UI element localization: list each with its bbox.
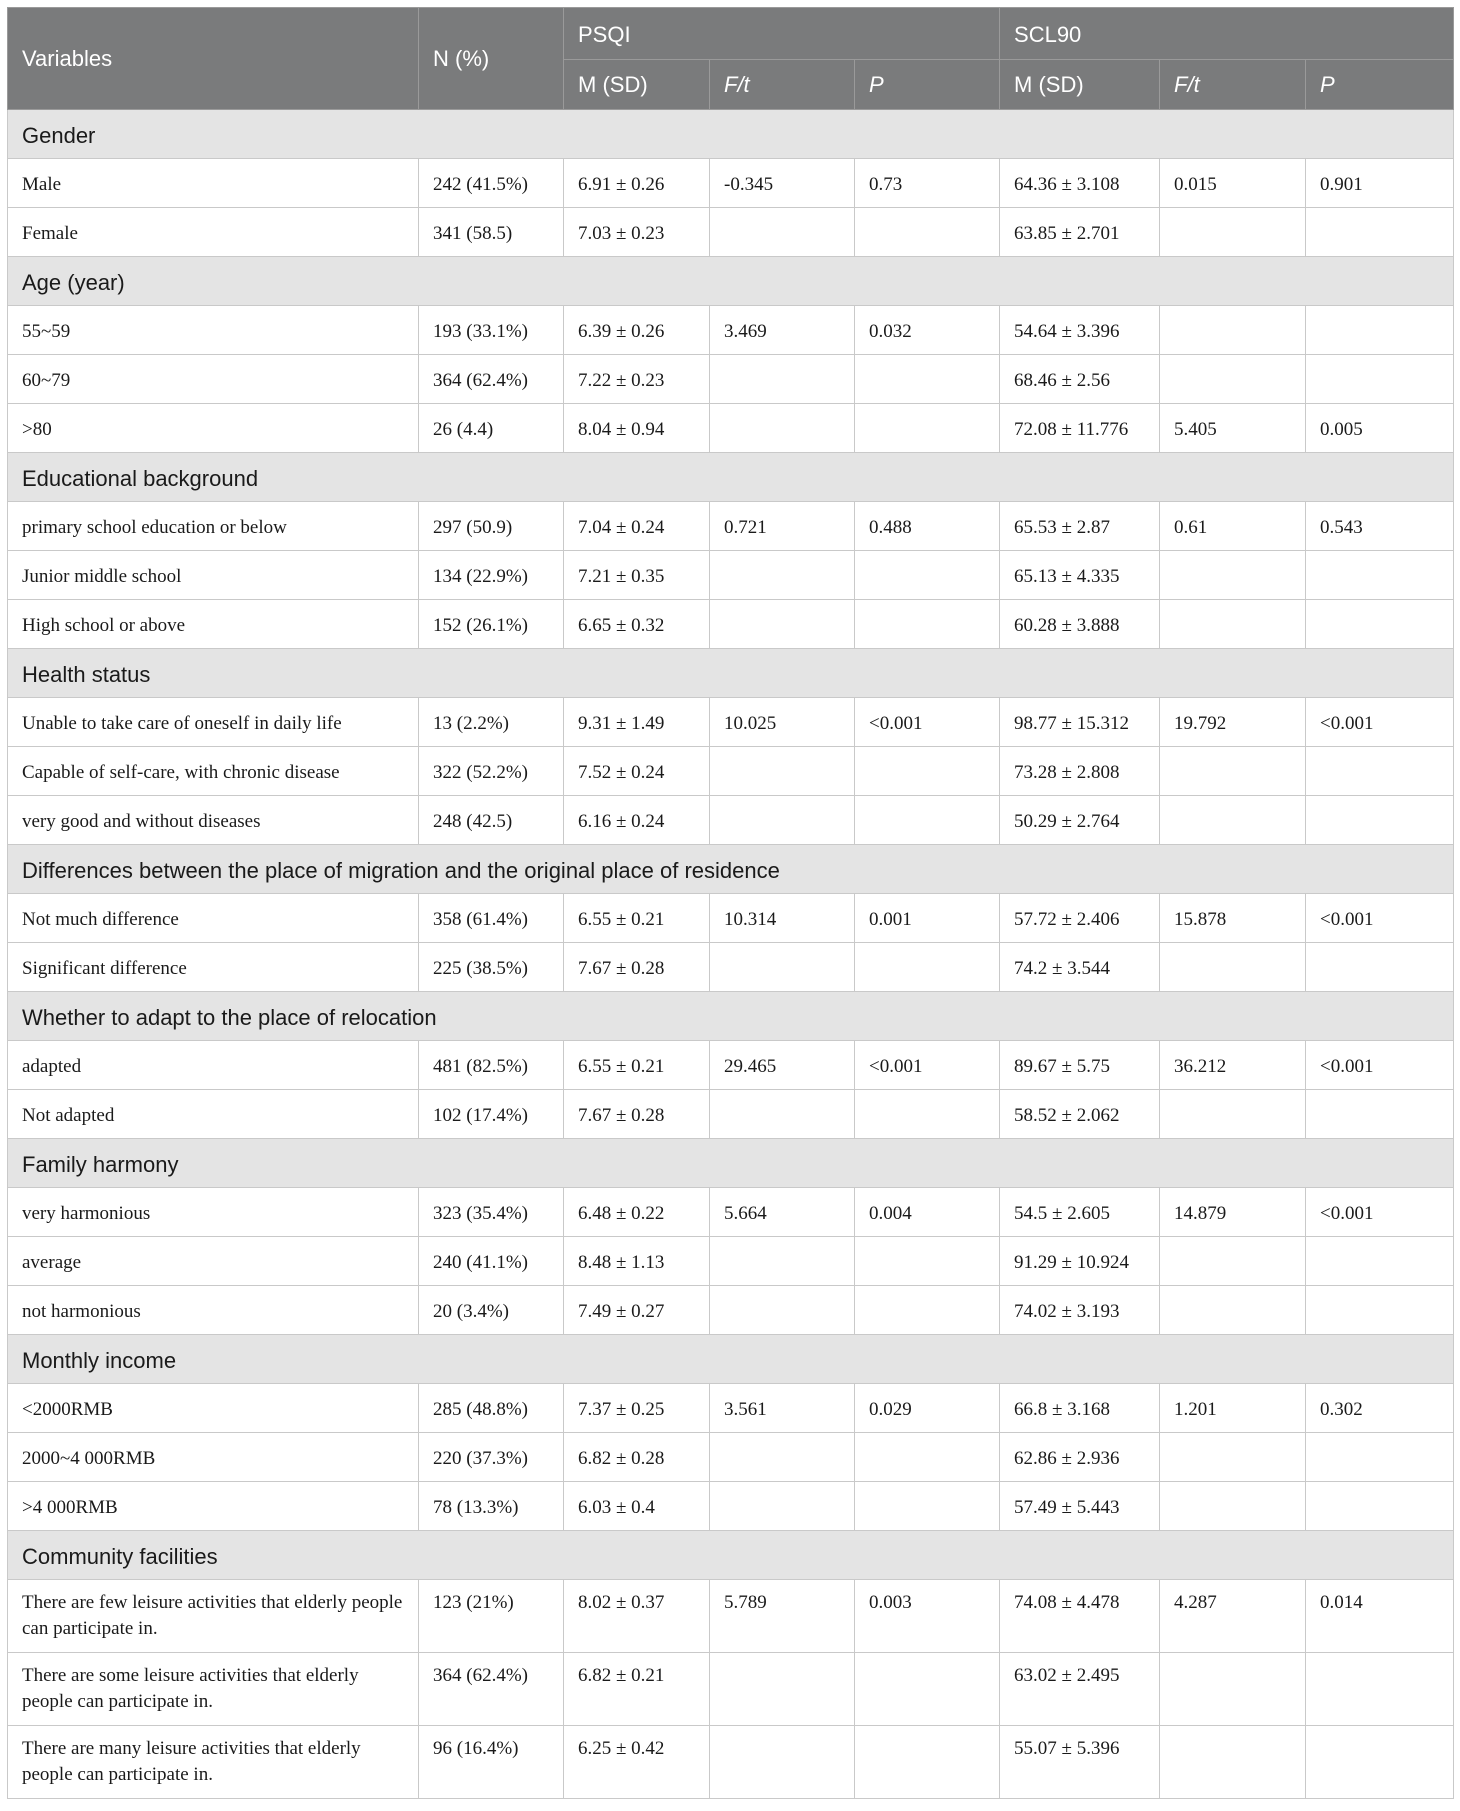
header-psqi: PSQI bbox=[564, 8, 1000, 60]
scl90-mean-sd-cell: 54.5 ± 2.605 bbox=[1000, 1188, 1160, 1237]
psqi-mean-sd-cell: 6.55 ± 0.21 bbox=[564, 1041, 710, 1090]
scl90-p-cell bbox=[1306, 355, 1454, 404]
table-row bbox=[8, 1433, 1454, 1482]
n-percent-cell: 364 (62.4%) bbox=[419, 1653, 564, 1726]
scl90-f-t-cell bbox=[1160, 1726, 1306, 1799]
group-header-row bbox=[8, 453, 1454, 502]
psqi-f-t-cell bbox=[710, 551, 855, 600]
variable-cell: There are many leisure activities that elderly people can participate in. bbox=[8, 1726, 419, 1799]
scl90-mean-sd-cell: 55.07 ± 5.396 bbox=[1000, 1726, 1160, 1799]
header-scl90-p: P bbox=[1306, 60, 1454, 110]
table-row bbox=[8, 747, 1454, 796]
psqi-f-t-cell: 10.025 bbox=[710, 698, 855, 747]
n-percent-cell: 240 (41.1%) bbox=[419, 1237, 564, 1286]
scl90-f-t-cell: 4.287 bbox=[1160, 1580, 1306, 1653]
psqi-f-t-cell bbox=[710, 1726, 855, 1799]
psqi-mean-sd-cell: 7.67 ± 0.28 bbox=[564, 943, 710, 992]
psqi-f-t-cell bbox=[710, 404, 855, 453]
psqi-p-cell: 0.029 bbox=[855, 1384, 1000, 1433]
n-percent-cell: 193 (33.1%) bbox=[419, 306, 564, 355]
psqi-p-cell bbox=[855, 1286, 1000, 1335]
psqi-mean-sd-cell: 6.39 ± 0.26 bbox=[564, 306, 710, 355]
scl90-p-cell bbox=[1306, 943, 1454, 992]
variable-cell: very good and without diseases bbox=[8, 796, 419, 845]
variable-cell: Female bbox=[8, 208, 419, 257]
psqi-p-cell: <0.001 bbox=[855, 698, 1000, 747]
n-percent-cell: 26 (4.4) bbox=[419, 404, 564, 453]
table-row bbox=[8, 600, 1454, 649]
psqi-mean-sd-cell: 7.67 ± 0.28 bbox=[564, 1090, 710, 1139]
scl90-p-cell: 0.014 bbox=[1306, 1580, 1454, 1653]
table-row bbox=[8, 796, 1454, 845]
header-scl90-f-t: F/t bbox=[1160, 60, 1306, 110]
scl90-f-t-cell bbox=[1160, 1237, 1306, 1286]
variable-cell: Unable to take care of oneself in daily life bbox=[8, 698, 419, 747]
scl90-mean-sd-cell: 58.52 ± 2.062 bbox=[1000, 1090, 1160, 1139]
scl90-p-cell bbox=[1306, 796, 1454, 845]
variable-cell: >80 bbox=[8, 404, 419, 453]
scl90-mean-sd-cell: 74.02 ± 3.193 bbox=[1000, 1286, 1160, 1335]
scl90-f-t-cell bbox=[1160, 1482, 1306, 1531]
psqi-mean-sd-cell: 8.48 ± 1.13 bbox=[564, 1237, 710, 1286]
n-percent-cell: 96 (16.4%) bbox=[419, 1726, 564, 1799]
variable-cell: High school or above bbox=[8, 600, 419, 649]
scl90-f-t-cell: 36.212 bbox=[1160, 1041, 1306, 1090]
scl90-f-t-cell bbox=[1160, 1653, 1306, 1726]
variable-cell: Not much difference bbox=[8, 894, 419, 943]
psqi-p-cell bbox=[855, 796, 1000, 845]
psqi-mean-sd-cell: 6.16 ± 0.24 bbox=[564, 796, 710, 845]
n-percent-cell: 20 (3.4%) bbox=[419, 1286, 564, 1335]
scl90-mean-sd-cell: 98.77 ± 15.312 bbox=[1000, 698, 1160, 747]
scl90-p-cell bbox=[1306, 1653, 1454, 1726]
psqi-p-cell bbox=[855, 600, 1000, 649]
psqi-f-t-cell bbox=[710, 943, 855, 992]
table-header bbox=[8, 8, 1454, 110]
variable-cell: 60~79 bbox=[8, 355, 419, 404]
table-row bbox=[8, 1482, 1454, 1531]
variable-cell: 55~59 bbox=[8, 306, 419, 355]
table-row bbox=[8, 1286, 1454, 1335]
psqi-f-t-cell bbox=[710, 796, 855, 845]
scl90-p-cell: <0.001 bbox=[1306, 698, 1454, 747]
psqi-mean-sd-cell: 7.37 ± 0.25 bbox=[564, 1384, 710, 1433]
scl90-p-cell: <0.001 bbox=[1306, 1041, 1454, 1090]
psqi-mean-sd-cell: 6.82 ± 0.21 bbox=[564, 1653, 710, 1726]
psqi-f-t-cell bbox=[710, 747, 855, 796]
psqi-p-cell bbox=[855, 551, 1000, 600]
scl90-p-cell: 0.543 bbox=[1306, 502, 1454, 551]
scl90-f-t-cell bbox=[1160, 600, 1306, 649]
group-header-row bbox=[8, 992, 1454, 1041]
psqi-f-t-cell bbox=[710, 1482, 855, 1531]
psqi-p-cell: <0.001 bbox=[855, 1041, 1000, 1090]
table-row bbox=[8, 502, 1454, 551]
header-n-percent: N (%) bbox=[419, 8, 564, 110]
psqi-mean-sd-cell: 7.22 ± 0.23 bbox=[564, 355, 710, 404]
table-row bbox=[8, 404, 1454, 453]
variable-cell: Significant difference bbox=[8, 943, 419, 992]
scl90-p-cell bbox=[1306, 600, 1454, 649]
group-label: Family harmony bbox=[8, 1139, 1454, 1188]
scl90-mean-sd-cell: 50.29 ± 2.764 bbox=[1000, 796, 1160, 845]
n-percent-cell: 341 (58.5) bbox=[419, 208, 564, 257]
n-percent-cell: 13 (2.2%) bbox=[419, 698, 564, 747]
n-percent-cell: 481 (82.5%) bbox=[419, 1041, 564, 1090]
variable-cell: primary school education or below bbox=[8, 502, 419, 551]
psqi-f-t-cell: 10.314 bbox=[710, 894, 855, 943]
header-variables: Variables bbox=[8, 8, 419, 110]
group-label: Community facilities bbox=[8, 1531, 1454, 1580]
table-row bbox=[8, 1653, 1454, 1726]
scl90-f-t-cell: 5.405 bbox=[1160, 404, 1306, 453]
table-row bbox=[8, 1090, 1454, 1139]
scl90-mean-sd-cell: 72.08 ± 11.776 bbox=[1000, 404, 1160, 453]
group-label: Gender bbox=[8, 110, 1454, 159]
scl90-f-t-cell: 0.015 bbox=[1160, 159, 1306, 208]
table-row bbox=[8, 943, 1454, 992]
scl90-f-t-cell bbox=[1160, 355, 1306, 404]
scl90-mean-sd-cell: 54.64 ± 3.396 bbox=[1000, 306, 1160, 355]
table-row bbox=[8, 1188, 1454, 1237]
scl90-mean-sd-cell: 89.67 ± 5.75 bbox=[1000, 1041, 1160, 1090]
psqi-f-t-cell bbox=[710, 1090, 855, 1139]
psqi-p-cell bbox=[855, 1237, 1000, 1286]
psqi-p-cell: 0.488 bbox=[855, 502, 1000, 551]
psqi-mean-sd-cell: 7.04 ± 0.24 bbox=[564, 502, 710, 551]
scl90-f-t-cell bbox=[1160, 1433, 1306, 1482]
n-percent-cell: 364 (62.4%) bbox=[419, 355, 564, 404]
scl90-f-t-cell bbox=[1160, 306, 1306, 355]
scl90-p-cell bbox=[1306, 1433, 1454, 1482]
scl90-mean-sd-cell: 73.28 ± 2.808 bbox=[1000, 747, 1160, 796]
psqi-p-cell bbox=[855, 1090, 1000, 1139]
header-psqi-f-t: F/t bbox=[710, 60, 855, 110]
scl90-f-t-cell: 1.201 bbox=[1160, 1384, 1306, 1433]
psqi-f-t-cell: -0.345 bbox=[710, 159, 855, 208]
scl90-p-cell: 0.005 bbox=[1306, 404, 1454, 453]
group-header-row bbox=[8, 1139, 1454, 1188]
psqi-mean-sd-cell: 8.04 ± 0.94 bbox=[564, 404, 710, 453]
psqi-f-t-cell bbox=[710, 1286, 855, 1335]
data-table bbox=[7, 7, 1454, 1799]
psqi-p-cell bbox=[855, 1653, 1000, 1726]
psqi-p-cell bbox=[855, 1433, 1000, 1482]
scl90-f-t-cell bbox=[1160, 208, 1306, 257]
scl90-p-cell bbox=[1306, 1237, 1454, 1286]
group-header-row bbox=[8, 257, 1454, 306]
psqi-p-cell: 0.001 bbox=[855, 894, 1000, 943]
psqi-mean-sd-cell: 7.52 ± 0.24 bbox=[564, 747, 710, 796]
table-row bbox=[8, 1726, 1454, 1799]
header-psqi-p: P bbox=[855, 60, 1000, 110]
variable-cell: very harmonious bbox=[8, 1188, 419, 1237]
scl90-p-cell bbox=[1306, 1482, 1454, 1531]
psqi-mean-sd-cell: 6.82 ± 0.28 bbox=[564, 1433, 710, 1482]
scl90-mean-sd-cell: 57.72 ± 2.406 bbox=[1000, 894, 1160, 943]
psqi-p-cell bbox=[855, 1482, 1000, 1531]
n-percent-cell: 297 (50.9) bbox=[419, 502, 564, 551]
scl90-p-cell bbox=[1306, 747, 1454, 796]
scl90-p-cell: 0.302 bbox=[1306, 1384, 1454, 1433]
scl90-f-t-cell bbox=[1160, 943, 1306, 992]
variable-cell: <2000RMB bbox=[8, 1384, 419, 1433]
table-row bbox=[8, 1580, 1454, 1653]
psqi-mean-sd-cell: 8.02 ± 0.37 bbox=[564, 1580, 710, 1653]
psqi-p-cell bbox=[855, 747, 1000, 796]
psqi-p-cell bbox=[855, 208, 1000, 257]
scl90-p-cell: <0.001 bbox=[1306, 1188, 1454, 1237]
variable-cell: 2000~4 000RMB bbox=[8, 1433, 419, 1482]
n-percent-cell: 323 (35.4%) bbox=[419, 1188, 564, 1237]
n-percent-cell: 242 (41.5%) bbox=[419, 159, 564, 208]
scl90-f-t-cell: 15.878 bbox=[1160, 894, 1306, 943]
scl90-mean-sd-cell: 63.02 ± 2.495 bbox=[1000, 1653, 1160, 1726]
variable-cell: >4 000RMB bbox=[8, 1482, 419, 1531]
psqi-f-t-cell bbox=[710, 1653, 855, 1726]
psqi-mean-sd-cell: 7.21 ± 0.35 bbox=[564, 551, 710, 600]
scl90-mean-sd-cell: 60.28 ± 3.888 bbox=[1000, 600, 1160, 649]
table-row bbox=[8, 306, 1454, 355]
variable-cell: Not adapted bbox=[8, 1090, 419, 1139]
scl90-p-cell bbox=[1306, 1286, 1454, 1335]
scl90-mean-sd-cell: 65.53 ± 2.87 bbox=[1000, 502, 1160, 551]
table-row bbox=[8, 894, 1454, 943]
group-header-row bbox=[8, 845, 1454, 894]
psqi-f-t-cell: 5.664 bbox=[710, 1188, 855, 1237]
psqi-mean-sd-cell: 6.03 ± 0.4 bbox=[564, 1482, 710, 1531]
psqi-p-cell bbox=[855, 1726, 1000, 1799]
scl90-f-t-cell: 14.879 bbox=[1160, 1188, 1306, 1237]
psqi-mean-sd-cell: 6.91 ± 0.26 bbox=[564, 159, 710, 208]
psqi-p-cell: 0.73 bbox=[855, 159, 1000, 208]
n-percent-cell: 152 (26.1%) bbox=[419, 600, 564, 649]
psqi-mean-sd-cell: 6.65 ± 0.32 bbox=[564, 600, 710, 649]
variable-cell: Male bbox=[8, 159, 419, 208]
scl90-f-t-cell: 19.792 bbox=[1160, 698, 1306, 747]
psqi-p-cell bbox=[855, 355, 1000, 404]
n-percent-cell: 322 (52.2%) bbox=[419, 747, 564, 796]
psqi-f-t-cell: 29.465 bbox=[710, 1041, 855, 1090]
variable-cell: not harmonious bbox=[8, 1286, 419, 1335]
n-percent-cell: 78 (13.3%) bbox=[419, 1482, 564, 1531]
scl90-p-cell bbox=[1306, 1090, 1454, 1139]
psqi-p-cell bbox=[855, 943, 1000, 992]
psqi-p-cell bbox=[855, 404, 1000, 453]
psqi-f-t-cell: 3.469 bbox=[710, 306, 855, 355]
psqi-p-cell: 0.032 bbox=[855, 306, 1000, 355]
scl90-mean-sd-cell: 91.29 ± 10.924 bbox=[1000, 1237, 1160, 1286]
group-header-row bbox=[8, 1531, 1454, 1580]
psqi-f-t-cell bbox=[710, 355, 855, 404]
table-row bbox=[8, 159, 1454, 208]
table-row bbox=[8, 1384, 1454, 1433]
table-row bbox=[8, 355, 1454, 404]
scl90-p-cell bbox=[1306, 208, 1454, 257]
scl90-f-t-cell bbox=[1160, 551, 1306, 600]
scl90-p-cell: 0.901 bbox=[1306, 159, 1454, 208]
table-body bbox=[8, 110, 1454, 1799]
table-row bbox=[8, 698, 1454, 747]
n-percent-cell: 134 (22.9%) bbox=[419, 551, 564, 600]
variable-cell: average bbox=[8, 1237, 419, 1286]
table-row bbox=[8, 551, 1454, 600]
psqi-f-t-cell: 5.789 bbox=[710, 1580, 855, 1653]
variable-cell: There are some leisure activities that elderly people can participate in. bbox=[8, 1653, 419, 1726]
scl90-mean-sd-cell: 66.8 ± 3.168 bbox=[1000, 1384, 1160, 1433]
n-percent-cell: 102 (17.4%) bbox=[419, 1090, 564, 1139]
n-percent-cell: 225 (38.5%) bbox=[419, 943, 564, 992]
header-psqi-m-sd: M (SD) bbox=[564, 60, 710, 110]
table-row bbox=[8, 208, 1454, 257]
scl90-mean-sd-cell: 57.49 ± 5.443 bbox=[1000, 1482, 1160, 1531]
scl90-p-cell: <0.001 bbox=[1306, 894, 1454, 943]
variable-cell: There are few leisure activities that elderly people can participate in. bbox=[8, 1580, 419, 1653]
group-label: Health status bbox=[8, 649, 1454, 698]
scl90-f-t-cell: 0.61 bbox=[1160, 502, 1306, 551]
group-header-row bbox=[8, 110, 1454, 159]
scl90-p-cell bbox=[1306, 1726, 1454, 1799]
scl90-mean-sd-cell: 68.46 ± 2.56 bbox=[1000, 355, 1160, 404]
header-scl90: SCL90 bbox=[1000, 8, 1454, 60]
n-percent-cell: 358 (61.4%) bbox=[419, 894, 564, 943]
psqi-mean-sd-cell: 9.31 ± 1.49 bbox=[564, 698, 710, 747]
psqi-mean-sd-cell: 6.25 ± 0.42 bbox=[564, 1726, 710, 1799]
scl90-p-cell bbox=[1306, 551, 1454, 600]
scl90-mean-sd-cell: 74.2 ± 3.544 bbox=[1000, 943, 1160, 992]
table-row bbox=[8, 1041, 1454, 1090]
n-percent-cell: 285 (48.8%) bbox=[419, 1384, 564, 1433]
psqi-f-t-cell bbox=[710, 600, 855, 649]
group-label: Age (year) bbox=[8, 257, 1454, 306]
group-label: Monthly income bbox=[8, 1335, 1454, 1384]
psqi-mean-sd-cell: 7.03 ± 0.23 bbox=[564, 208, 710, 257]
psqi-f-t-cell: 0.721 bbox=[710, 502, 855, 551]
psqi-f-t-cell: 3.561 bbox=[710, 1384, 855, 1433]
psqi-f-t-cell bbox=[710, 1237, 855, 1286]
psqi-f-t-cell bbox=[710, 208, 855, 257]
scl90-mean-sd-cell: 65.13 ± 4.335 bbox=[1000, 551, 1160, 600]
group-header-row bbox=[8, 649, 1454, 698]
scl90-mean-sd-cell: 63.85 ± 2.701 bbox=[1000, 208, 1160, 257]
variable-cell: adapted bbox=[8, 1041, 419, 1090]
psqi-mean-sd-cell: 7.49 ± 0.27 bbox=[564, 1286, 710, 1335]
scl90-mean-sd-cell: 74.08 ± 4.478 bbox=[1000, 1580, 1160, 1653]
psqi-mean-sd-cell: 6.48 ± 0.22 bbox=[564, 1188, 710, 1237]
scl90-f-t-cell bbox=[1160, 1090, 1306, 1139]
n-percent-cell: 220 (37.3%) bbox=[419, 1433, 564, 1482]
psqi-p-cell: 0.003 bbox=[855, 1580, 1000, 1653]
variable-cell: Capable of self-care, with chronic disease bbox=[8, 747, 419, 796]
n-percent-cell: 123 (21%) bbox=[419, 1580, 564, 1653]
group-header-row bbox=[8, 1335, 1454, 1384]
psqi-mean-sd-cell: 6.55 ± 0.21 bbox=[564, 894, 710, 943]
scl90-f-t-cell bbox=[1160, 747, 1306, 796]
scl90-mean-sd-cell: 62.86 ± 2.936 bbox=[1000, 1433, 1160, 1482]
header-scl90-m-sd: M (SD) bbox=[1000, 60, 1160, 110]
variable-cell: Junior middle school bbox=[8, 551, 419, 600]
scl90-mean-sd-cell: 64.36 ± 3.108 bbox=[1000, 159, 1160, 208]
scl90-f-t-cell bbox=[1160, 796, 1306, 845]
scl90-p-cell bbox=[1306, 306, 1454, 355]
scl90-f-t-cell bbox=[1160, 1286, 1306, 1335]
group-label: Educational background bbox=[8, 453, 1454, 502]
n-percent-cell: 248 (42.5) bbox=[419, 796, 564, 845]
table-row bbox=[8, 1237, 1454, 1286]
group-label: Whether to adapt to the place of relocation bbox=[8, 992, 1454, 1041]
group-label: Differences between the place of migration and the original place of residence bbox=[8, 845, 1454, 894]
psqi-p-cell: 0.004 bbox=[855, 1188, 1000, 1237]
psqi-f-t-cell bbox=[710, 1433, 855, 1482]
